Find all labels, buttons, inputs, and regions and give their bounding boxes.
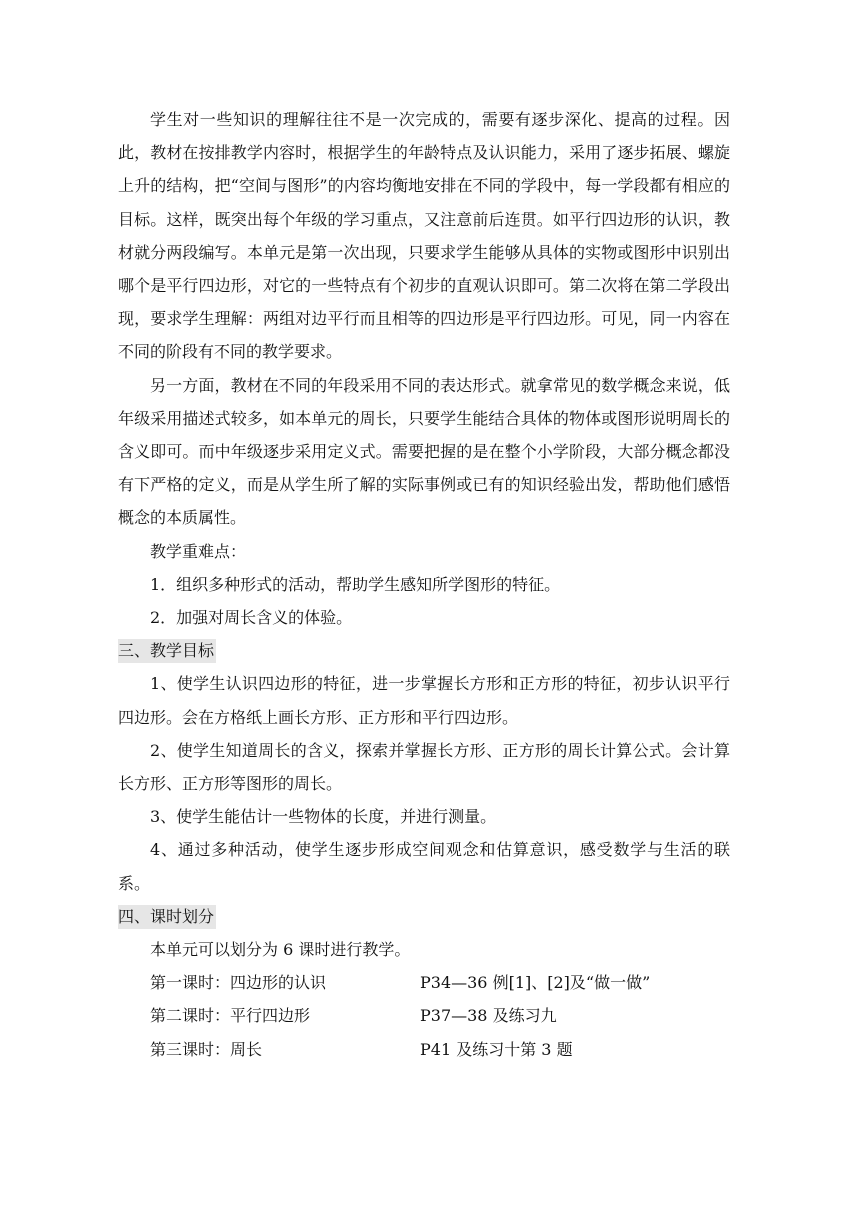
goal-item: 3、使学生能估计一些物体的长度，并进行测量。 [150, 807, 497, 827]
lesson-division-intro: 本单元可以划分为 6 课时进行教学。 [150, 940, 411, 960]
paragraph-expression-forms: 另一方面，教材在不同的年段采用不同的表达形式。就拿常见的数学概念来说，低年级采用描述式较多，如本单元的周长，只要学生能结合具体的物体或图形说明周长的含义即可。而中年级逐步采用定义式。需要把握的是在整个小学阶段，大部分概念都没有下严格的定义，而是从学生所了解的实际事例或已有的知识经验出发，帮助他们感悟概念的本质属性。 [118, 375, 730, 528]
key-points-label: 教学重难点： [150, 541, 247, 561]
section-heading-wrapper [118, 634, 730, 667]
schedule-pages: P41 及练习十第 3 题 [420, 1039, 573, 1059]
paragraph-progressive-learning: 学生对一些知识的理解往往不是一次完成的，需要有逐步深化、提高的过程。因此，教材在按排教学内容时，根据学生的年龄特点及认识能力，采用了逐步拓展、螺旋上升的结构，把“空间与图形”的内容均衡地安排在不同的学段中，每一学段都有相应的目标。这样，既突出每个年级的学习重点，又注意前后连贯。如平行四边形的认识，教材就分两段编写。本单元是第一次出现，只要求学生能够从具体的实物或图形中识别出哪个是平行四边形，对它的一些特点有个初步的直观认识即可。第二次将在第二学段出现，要求学生理解：两组对边平行而且相等的四边形是平行四边形。可见，同一内容在不同的阶段有不同的教学要求。 [118, 110, 730, 362]
schedule-row [118, 966, 730, 999]
document-page [118, 103, 730, 1066]
key-point-item: 2．加强对周长含义的体验。 [150, 608, 353, 628]
schedule-row [118, 999, 730, 1032]
section-heading-lesson-division: 四、课时划分 [118, 905, 216, 929]
schedule-lesson: 第二课时：平行四边形 [150, 1006, 311, 1026]
key-point-item: 1．组织多种形式的活动，帮助学生感知所学图形的特征。 [150, 574, 561, 594]
schedule-lesson: 第三课时：周长 [150, 1039, 263, 1059]
goal-item: 2、使学生知道周长的含义，探索并掌握长方形、正方形的周长计算公式。会计算长方形、正方形等图形的周长。 [118, 740, 730, 794]
schedule-pages: P37—38 及练习九 [420, 1006, 557, 1026]
goal-item: 4、通过多种活动，使学生逐步形成空间观念和估算意识，感受数学与生活的联系。 [118, 840, 730, 893]
section-heading-wrapper [118, 900, 730, 933]
schedule-row [118, 1033, 730, 1066]
goal-item: 1、使学生认识四边形的特征，进一步掌握长方形和正方形的特征，初步认识平行四边形。会在方格纸上画长方形、正方形和平行四边形。 [118, 674, 730, 727]
schedule-lesson: 第一课时：四边形的认识 [150, 973, 327, 993]
schedule-pages: P34—36 例[1]、[2]及“做一做” [420, 973, 651, 993]
section-heading-teaching-goals: 三、教学目标 [118, 639, 216, 663]
